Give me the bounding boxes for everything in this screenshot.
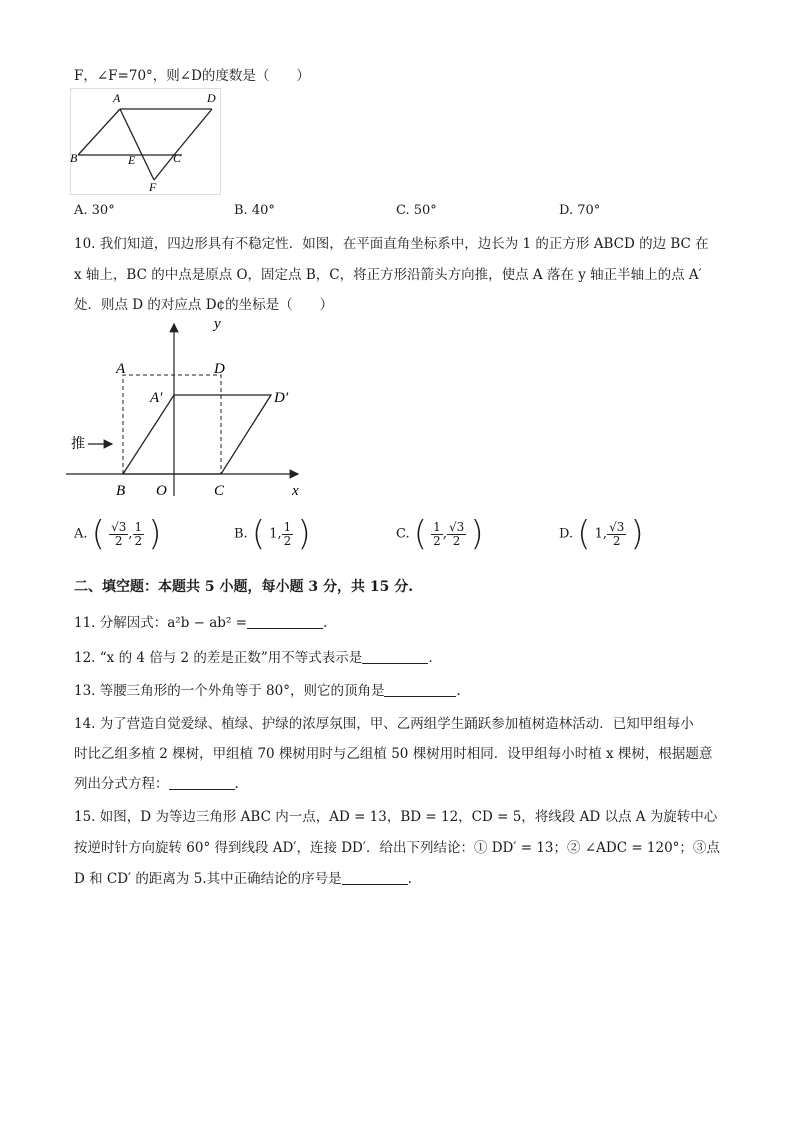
- denominator: 2: [283, 533, 292, 548]
- option-letter: C.: [396, 526, 410, 542]
- q10-label-d-prime: D′: [274, 390, 289, 406]
- answer-blank[interactable]: [362, 649, 428, 664]
- fraction: [607, 521, 626, 548]
- q9-label-b: B: [70, 151, 78, 165]
- q10-option-d[interactable]: D. ( 1, $\frac{√3}{2}$ ): [559, 514, 644, 554]
- q12-end: .: [428, 650, 433, 666]
- q15-text: D 和 CD′ 的距离为 5.其中正确结论的序号是: [74, 871, 342, 887]
- q9-option-a[interactable]: A. 30°: [74, 203, 115, 218]
- q9-label-a: A: [113, 91, 121, 105]
- q10-figure: [66, 318, 316, 506]
- q10-line-3: 处．则点 D 的对应点 D¢的坐标是（ ）: [74, 297, 334, 313]
- q10-label-a: A: [116, 361, 126, 377]
- q10-option-b[interactable]: B. ( 1, $\frac{1}{2}$ ): [234, 514, 311, 554]
- answer-blank[interactable]: [342, 870, 408, 885]
- integer: 1: [594, 526, 603, 542]
- q9-label-e: E: [128, 153, 136, 167]
- option-letter: B.: [234, 526, 248, 542]
- numerator: 1: [433, 519, 441, 534]
- q10-label-b: B: [116, 483, 126, 499]
- q9-option-b[interactable]: B. 40°: [234, 203, 275, 218]
- denominator: 2: [433, 533, 441, 548]
- q13-text: 13. 等腰三角形的一个外角等于 80°，则它的顶角是: [74, 683, 385, 699]
- integer: 1: [269, 526, 278, 542]
- q10-label-a-prime: A′: [150, 390, 163, 406]
- answer-blank[interactable]: [169, 775, 235, 790]
- q15-line-3: [74, 869, 412, 889]
- option-letter: A.: [74, 526, 88, 542]
- numerator: √3: [448, 519, 465, 534]
- denominator: 2: [452, 533, 461, 548]
- q10-label-y: y: [214, 318, 221, 332]
- fraction: [282, 521, 294, 548]
- right-paren: ): [297, 514, 311, 554]
- q9-option-c[interactable]: C. 50°: [396, 203, 437, 218]
- q10-line-1: 10. 我们知道，四边形具有不稳定性．如图，在平面直角坐标系中，边长为 1 的正方形 ABCD 的边 BC 在: [74, 236, 709, 252]
- q12: [74, 648, 433, 668]
- q10-option-a[interactable]: A. ( $\frac{√3}{2}$ , $\frac{1}{2}$ ): [74, 514, 162, 554]
- q9-label-c: C: [173, 151, 182, 165]
- q14-line-1: 14. 为了营造自觉爱绿、植绿、护绿的浓厚氛围，甲、乙两组学生踊跃参加植树造林活动．已知甲组每小: [74, 716, 694, 732]
- q10-label-push: 推: [71, 437, 85, 452]
- fraction: [133, 521, 145, 548]
- numerator: 1: [134, 519, 143, 534]
- denominator: 2: [114, 533, 123, 548]
- numerator: √3: [111, 519, 127, 534]
- q11-text: 11. 分解因式：a²b − ab² =: [74, 615, 247, 631]
- q15-line-1: 15. 如图，D 为等边三角形 ABC 内一点，AD = 13，BD = 12，CD = 5，将线段 AD 以点 A 为旋转中心: [74, 809, 718, 825]
- denominator: 2: [134, 533, 143, 548]
- q15-end: .: [407, 871, 412, 887]
- left-paren: (: [91, 514, 105, 554]
- q10-label-c: C: [214, 483, 225, 499]
- option-letter: D.: [559, 526, 574, 542]
- right-paren: ): [470, 514, 484, 554]
- q11-end: .: [322, 615, 328, 631]
- fraction: [447, 521, 466, 548]
- q11: [74, 613, 327, 633]
- answer-blank[interactable]: [247, 614, 323, 629]
- q10-label-x: x: [292, 483, 299, 499]
- fraction: [109, 521, 128, 548]
- q12-text: 12. “x 的 4 倍与 2 的差是正数”用不等式表示是: [74, 650, 363, 666]
- left-paren: (: [251, 514, 266, 554]
- right-paren: ): [148, 514, 162, 554]
- q15-line-2: 按逆时针方向旋转 60° 得到线段 AD′，连接 DD′．给出下列结论：① DD′ = 13；② ∠ADC = 120°；③点: [74, 840, 720, 856]
- q10-option-c[interactable]: C. ( $\frac{1}{2}$ , $\frac{√3}{2}$ ): [396, 514, 484, 554]
- q14-line-2: 时比乙组多植 2 棵树，甲组植 70 棵树用时与乙组植 50 棵树用时相同．设甲组每小时植 x 棵树，根据题意: [74, 746, 713, 762]
- q10-label-o: O: [156, 483, 167, 499]
- fraction: [431, 521, 443, 548]
- q14-line-3: [74, 774, 239, 794]
- right-paren: ): [630, 514, 644, 554]
- q13-end: .: [456, 683, 461, 699]
- q9-label-d: D: [207, 91, 216, 105]
- q10-label-d: D: [214, 361, 225, 377]
- q9-option-d[interactable]: D. 70°: [559, 203, 601, 218]
- left-paren: (: [413, 514, 428, 554]
- q10-line-2: x 轴上，BC 的中点是原点 O，固定点 B，C，将正方形沿箭头方向推，使点 A 落在 y 轴正半轴上的点 A′: [74, 267, 702, 283]
- q14-end: .: [234, 776, 239, 792]
- q13: [74, 681, 461, 701]
- q9-figure: [70, 88, 222, 196]
- answer-blank[interactable]: [384, 682, 456, 697]
- section-heading: 二、填空题：本题共 5 小题，每小题 3 分，共 15 分.: [74, 579, 414, 595]
- q14-text: 列出分式方程：: [74, 776, 169, 792]
- q9-label-f: F: [149, 180, 157, 194]
- numerator: 1: [283, 519, 292, 534]
- numerator: √3: [609, 519, 625, 534]
- q9-stem: F，∠F=70°，则∠D的度数是（ ）: [74, 68, 310, 84]
- left-paren: (: [577, 514, 591, 554]
- denominator: 2: [612, 533, 621, 548]
